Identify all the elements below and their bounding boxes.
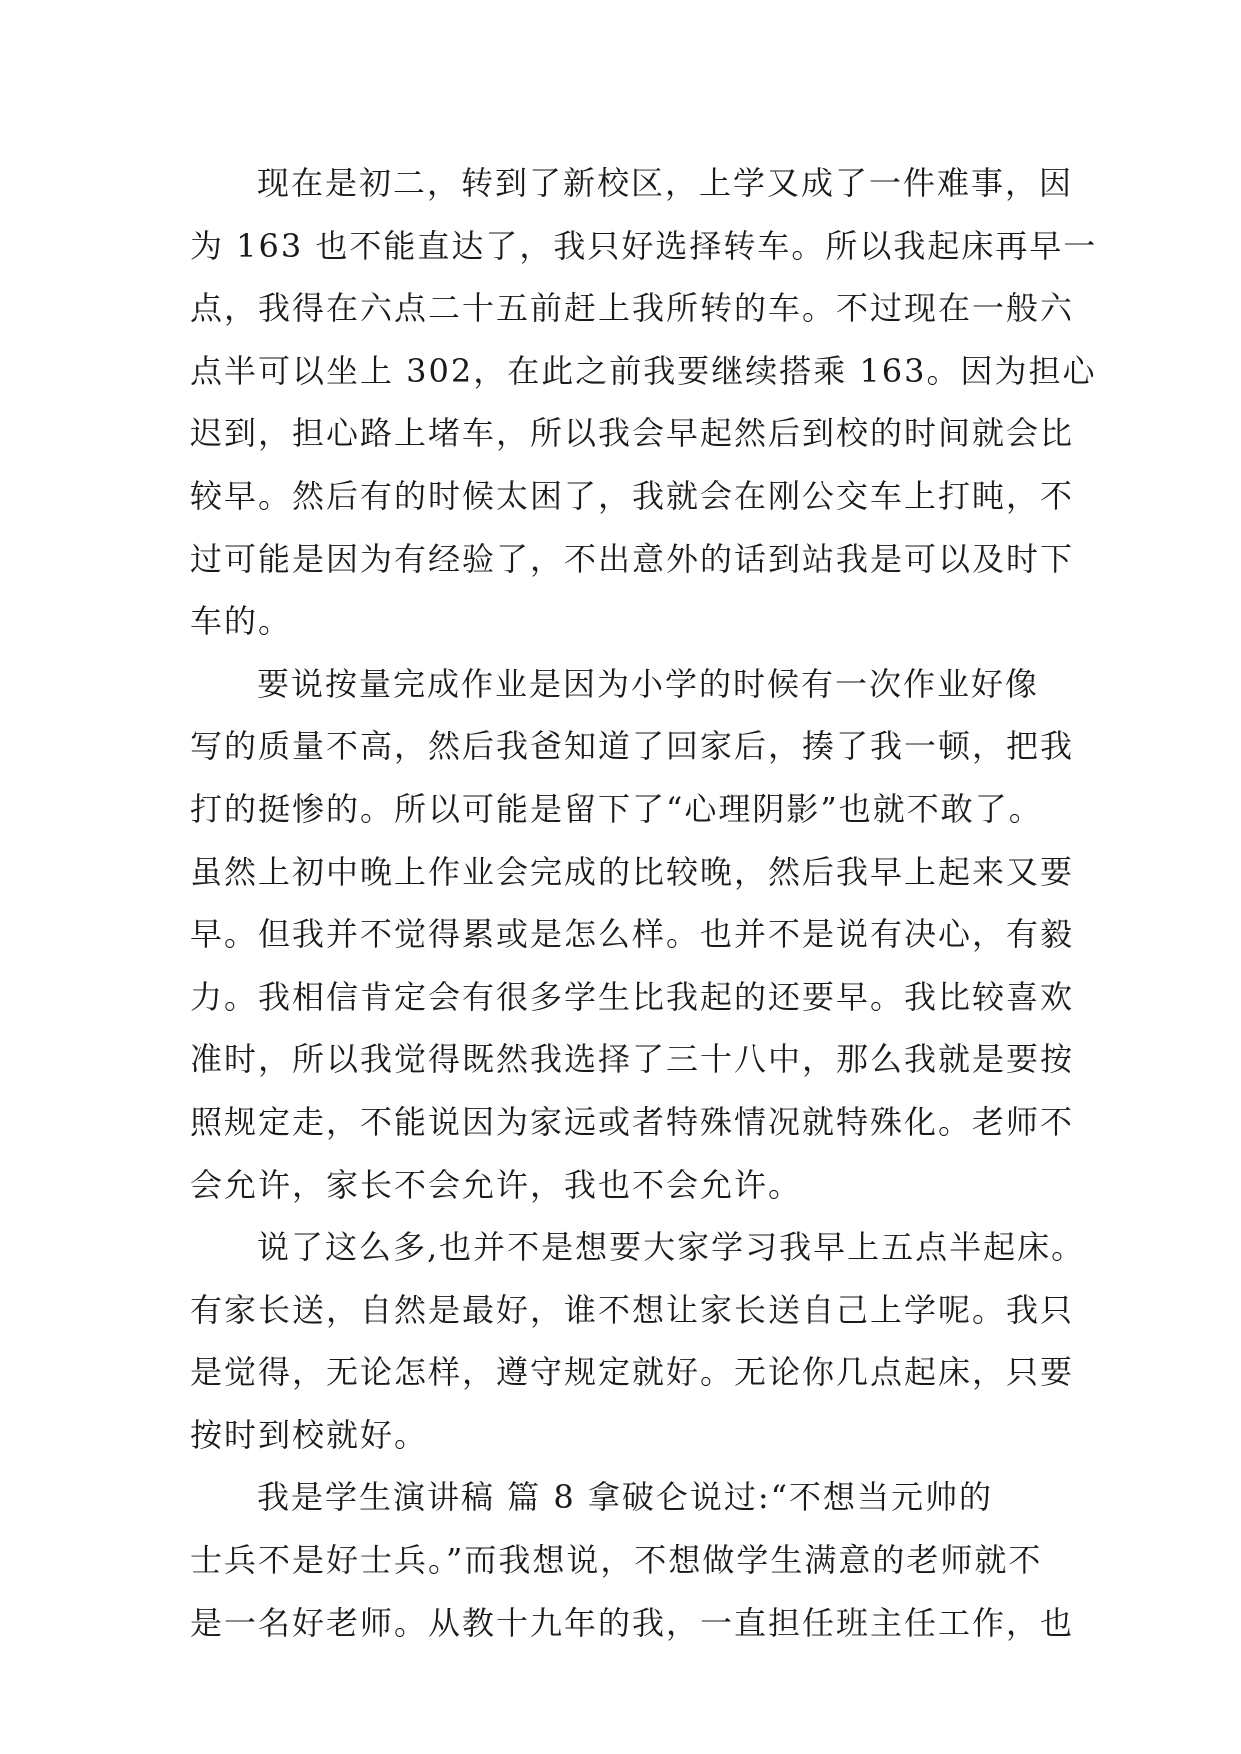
paragraph-line: 打的挺惨的。所以可能是留下了“心理阴影”也就不敢了。 bbox=[190, 789, 1043, 828]
paragraph-line: 虽然上初中晚上作业会完成的比较晚，然后我早上起来又要 bbox=[190, 852, 1075, 891]
paragraph-line: 迟到，担心路上堵车，所以我会早起然后到校的时间就会比 bbox=[190, 414, 1075, 453]
paragraph-line: 点半可以坐上 302，在此之前我要继续搭乘 163。因为担心 bbox=[190, 351, 1097, 390]
paragraph-line: 力。我相信肯定会有很多学生比我起的还要早。我比较喜欢 bbox=[190, 977, 1075, 1016]
paragraph bbox=[190, 661, 1075, 1224]
paragraph bbox=[190, 1224, 1086, 1474]
paragraph-line: 为 163 也不能直达了，我只好选择转车。所以我起床再早一 bbox=[190, 226, 1098, 265]
paragraph bbox=[190, 160, 1098, 661]
paragraph-line: 是一名好老师。从教十九年的我，一直担任班主任工作，也 bbox=[190, 1603, 1075, 1642]
paragraph-first-line: 要说按量完成作业是因为小学的时候有一次作业好像 bbox=[257, 664, 1040, 703]
paragraph-line: 照规定走，不能说因为家远或者特殊情况就特殊化。老师不 bbox=[190, 1102, 1075, 1141]
paragraph-line: 是觉得，无论怎样，遵守规定就好。无论你几点起床，只要 bbox=[190, 1353, 1075, 1392]
paragraph-first-line: 说了这么多,也并不是想要大家学习我早上五点半起床。 bbox=[257, 1228, 1086, 1267]
paragraph-line: 车的。 bbox=[190, 602, 293, 641]
paragraph bbox=[190, 1474, 1075, 1662]
paragraph-line: 士兵不是好士兵。”而我想说，不想做学生满意的老师就不 bbox=[190, 1541, 1043, 1580]
paragraph-first-line: 现在是初二，转到了新校区，上学又成了一件难事，因 bbox=[257, 164, 1074, 202]
paragraph-line: 较早。然后有的时候太困了，我就会在刚公交车上打盹，不 bbox=[190, 476, 1075, 515]
paragraph-line: 会允许，家长不会允许，我也不会允许。 bbox=[190, 1165, 803, 1204]
paragraph-line: 准时，所以我觉得既然我选择了三十八中，那么我就是要按 bbox=[190, 1040, 1075, 1079]
paragraph-line: 点，我得在六点二十五前赶上我所转的车。不过现在一般六 bbox=[190, 289, 1075, 328]
paragraph-first-line: 我是学生演讲稿 篇 8 拿破仑说过:“不想当元帅的 bbox=[257, 1478, 994, 1517]
paragraph-line: 过可能是因为有经验了，不出意外的话到站我是可以及时下 bbox=[190, 539, 1075, 578]
paragraph-line: 早。但我并不觉得累或是怎么样。也并不是说有决心，有毅 bbox=[190, 915, 1075, 954]
paragraph-line: 按时到校就好。 bbox=[190, 1415, 429, 1454]
paragraph-line: 写的质量不高，然后我爸知道了回家后，揍了我一顿，把我 bbox=[190, 727, 1075, 766]
paragraph-line: 有家长送，自然是最好，谁不想让家长送自己上学呢。我只 bbox=[190, 1290, 1075, 1329]
document-body bbox=[190, 160, 1098, 1662]
